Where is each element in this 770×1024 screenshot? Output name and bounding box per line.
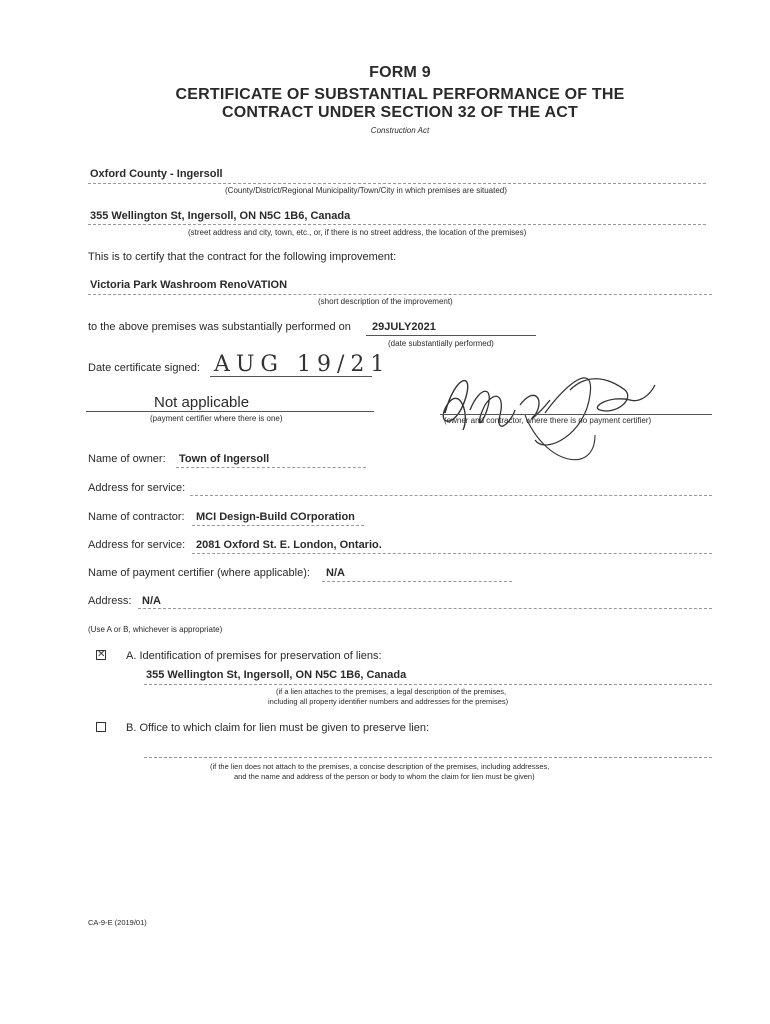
- date-signed-label: Date certificate signed:: [88, 362, 200, 374]
- performed-date-value[interactable]: 29JULY2021: [372, 321, 436, 333]
- municipality-line: [88, 183, 706, 184]
- performed-date-line: [366, 335, 536, 336]
- certify-text: This is to certify that the contract for the following improvement:: [88, 251, 397, 263]
- payment-certifier-signature-value[interactable]: Not applicable: [154, 394, 250, 411]
- option-a-caption-line1: (if a lien attaches to the premises, a legal description of the premises,: [276, 687, 507, 696]
- option-a-caption-line2: including all property identifier numbers and addresses for the premises): [268, 697, 509, 706]
- certifier-line: [322, 581, 512, 582]
- certifier-label: Name of payment certifier (where applicable):: [88, 567, 310, 579]
- option-a-checkbox[interactable]: ✕: [97, 649, 106, 660]
- municipality-value[interactable]: Oxford County - Ingersoll: [90, 168, 223, 180]
- owner-service-label: Address for service:: [88, 482, 186, 494]
- payment-certifier-signature-line: [86, 411, 374, 412]
- option-b-line: [144, 757, 712, 758]
- option-a-label: A. Identification of premises for preservation of liens:: [126, 650, 382, 662]
- owner-line: [176, 467, 366, 468]
- option-a-value[interactable]: 355 Wellington St, Ingersoll, ON N5C 1B6, Canada: [146, 669, 407, 681]
- premises-address-line: [88, 224, 706, 225]
- performed-date-caption: (date substantially performed): [388, 339, 494, 348]
- contractor-value[interactable]: MCI Design-Build COrporation: [196, 511, 355, 523]
- certifier-address-value[interactable]: N/A: [142, 595, 161, 607]
- performed-label: to the above premises was substantially performed on: [88, 321, 351, 333]
- date-signed-value[interactable]: AUG 19/21: [214, 352, 391, 377]
- form-title-line1: CERTIFICATE OF SUBSTANTIAL PERFORMANCE OF THE: [175, 86, 625, 103]
- owner-contractor-signature[interactable]: [425, 355, 665, 475]
- option-b-label: B. Office to which claim for lien must be given to preserve lien:: [126, 722, 430, 734]
- certifier-value[interactable]: N/A: [326, 567, 345, 579]
- payment-certifier-signature-caption: (payment certifier where there is one): [150, 414, 283, 423]
- premises-address-value[interactable]: 355 Wellington St, Ingersoll, ON N5C 1B6, Canada: [90, 210, 351, 222]
- improvement-caption: (short description of the improvement): [318, 297, 453, 306]
- contractor-service-label: Address for service:: [88, 539, 186, 551]
- act-name: Construction Act: [370, 126, 430, 135]
- option-b-checkbox[interactable]: [96, 722, 106, 732]
- municipality-caption: (County/District/Regional Municipality/Town/City in which premises are situated): [225, 186, 507, 195]
- date-signed-line: [210, 376, 372, 377]
- form-number: FORM 9: [369, 64, 431, 81]
- contractor-line: [192, 525, 364, 526]
- form-title-line2: CONTRACT UNDER SECTION 32 OF THE ACT: [222, 104, 578, 121]
- option-b-caption-line1: (if the lien does not attach to the premises, a concise description of the premises, including addresses,: [210, 762, 550, 771]
- owner-label: Name of owner:: [88, 453, 166, 465]
- improvement-value[interactable]: Victoria Park Washroom RenoVATION: [90, 279, 288, 291]
- owner-service-line: [190, 495, 712, 496]
- use-a-or-b-note: (Use A or B, whichever is appropriate): [88, 625, 223, 634]
- contractor-service-line: [192, 553, 712, 554]
- contractor-service-value[interactable]: 2081 Oxford St. E. London, Ontario.: [196, 539, 382, 551]
- owner-value[interactable]: Town of Ingersoll: [179, 453, 270, 465]
- improvement-line: [88, 294, 712, 295]
- premises-address-caption: (street address and city, town, etc., or, if there is no street address, the location of the premises): [188, 228, 527, 237]
- option-a-line: [144, 684, 712, 685]
- owner-contractor-signature-caption: (owner and contractor, where there is no payment certifier): [444, 416, 652, 425]
- certifier-address-label: Address:: [88, 595, 132, 607]
- option-b-caption-line2: and the name and address of the person or body to whom the claim for lien must be given): [234, 772, 535, 781]
- footer-form-code: CA-9-E (2019/01): [88, 918, 147, 927]
- owner-contractor-signature-line: [440, 414, 712, 415]
- contractor-label: Name of contractor:: [88, 511, 185, 523]
- certifier-address-line: [138, 608, 712, 609]
